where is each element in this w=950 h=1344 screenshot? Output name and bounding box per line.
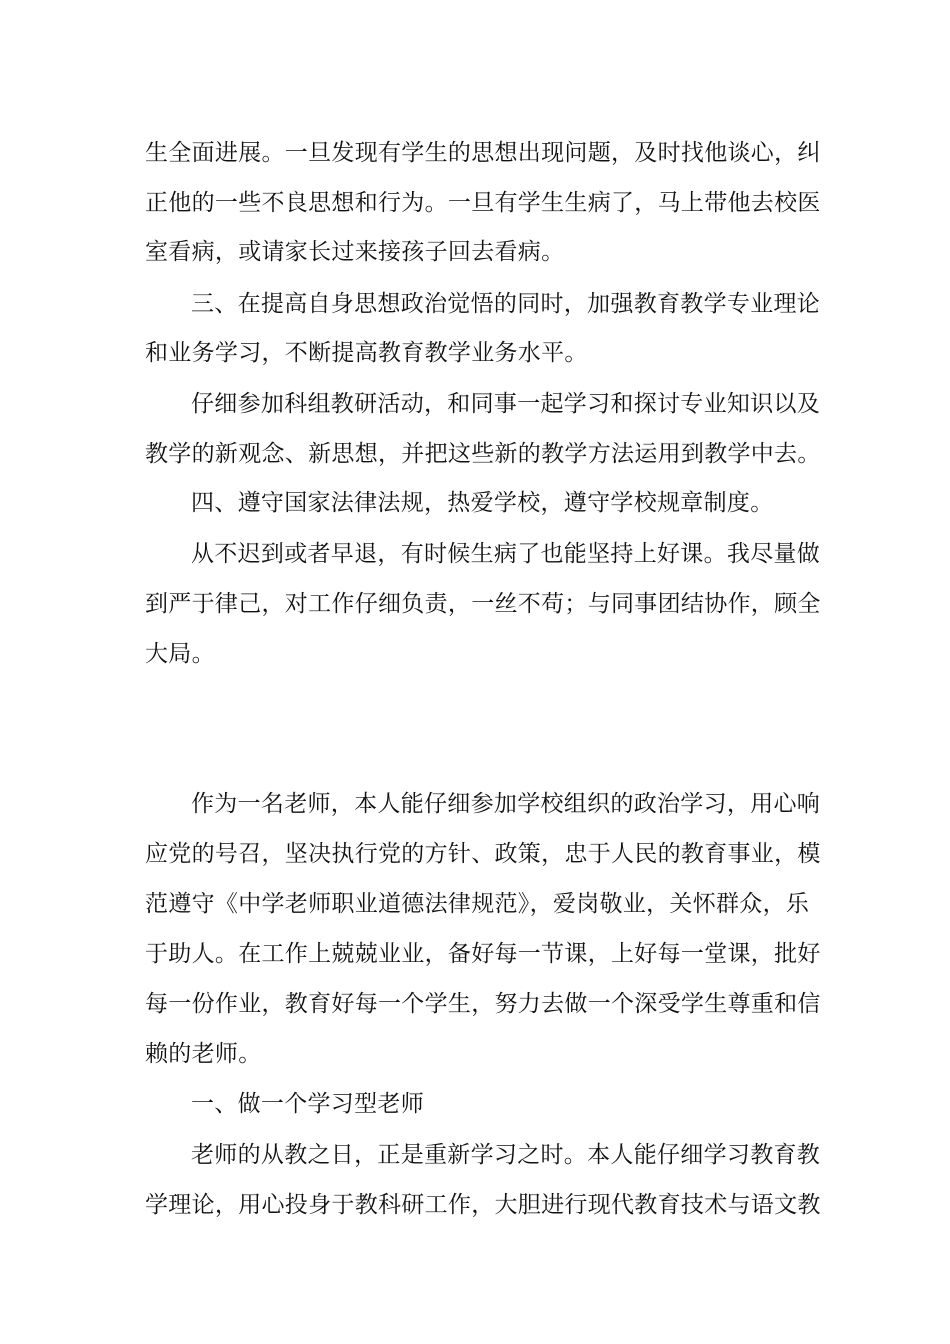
- text-line: 一、做一个学习型老师: [191, 1091, 424, 1117]
- text-line: 学理论，用心投身于教科研工作，大胆进行现代教育技术与语文教: [145, 1192, 821, 1218]
- text-line: 作为一名老师，本人能仔细参加学校组织的政治学习，用心响: [191, 791, 821, 817]
- text-line: 于助人。在工作上兢兢业业，备好每一节课，上好每一堂课，批好: [145, 941, 821, 967]
- text-line: 教学的新观念、新思想，并把这些新的教学方法运用到教学中去。: [145, 441, 821, 467]
- text-line: 老师的从教之日，正是重新学习之时。本人能仔细学习教育教: [191, 1142, 821, 1168]
- text-line: 大局。: [145, 641, 215, 667]
- text-line: 仔细参加科组教研活动，和同事一起学习和探讨专业知识以及: [191, 391, 821, 417]
- text-line: 到严于律己，对工作仔细负责，一丝不苟；与同事团结协作，顾全: [145, 591, 821, 617]
- text-line: 三、在提高自身思想政治觉悟的同时，加强教育教学专业理论: [191, 291, 821, 317]
- text-line: 正他的一些不良思想和行为。一旦有学生生病了，马上带他去校医: [145, 190, 821, 216]
- text-line: 每一份作业，教育好每一个学生，努力去做一个深受学生尊重和信: [145, 991, 821, 1017]
- text-line: 生全面进展。一旦发现有学生的思想出现问题，及时找他谈心，纠: [145, 140, 821, 166]
- text-line: 室看病，或请家长过来接孩子回去看病。: [145, 239, 565, 265]
- text-line: 应党的号召，坚决执行党的方针、政策，忠于人民的教育事业，模: [145, 841, 821, 867]
- text-line: 赖的老师。: [145, 1041, 262, 1067]
- text-line: 和业务学习，不断提高教育教学业务水平。: [145, 340, 588, 366]
- text-line: 四、遵守国家法律法规，热爱学校，遵守学校规章制度。: [191, 490, 774, 516]
- text-line: 范遵守《中学老师职业道德法律规范》，爱岗敬业，关怀群众，乐: [145, 891, 810, 917]
- text-line: 从不迟到或者早退，有时候生病了也能坚持上好课。我尽量做: [191, 541, 821, 567]
